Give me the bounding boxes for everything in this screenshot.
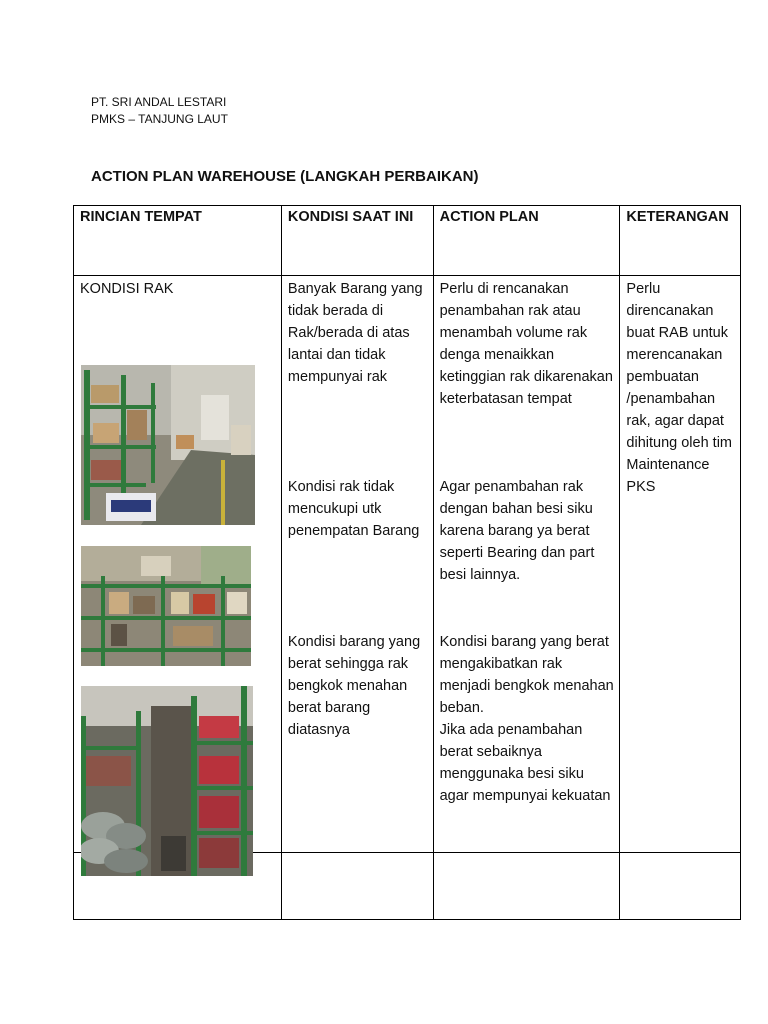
rincian-tempat-cell: [74, 276, 282, 853]
table-header-row: [74, 206, 741, 276]
header-keterangan: KETERANGAN: [620, 206, 741, 276]
document-title: ACTION PLAN WAREHOUSE (LANGKAH PERBAIKAN): [91, 168, 479, 185]
header-rincian-tempat: RINCIAN TEMPAT: [74, 206, 282, 276]
warehouse-photo-3: [81, 686, 253, 876]
header-action-plan: ACTION PLAN: [433, 206, 620, 276]
action-plan-table: [73, 205, 741, 920]
keterangan-text: Perlu direncanakan buat RAB untuk merencanakan pembuatan /penambahan rak, agar dapat dihitung oleh tim Maintenance PKS: [626, 281, 733, 495]
action-plan-cell: [433, 276, 620, 853]
empty-cell-3: [433, 853, 620, 920]
action-plan-text-1: Perlu di rencanakan penambahan rak atau menambah volume rak denga menaikkan ketinggian rak dikarenakan keterbatasan tempat: [439, 281, 613, 407]
company-name: PT. SRI ANDAL LESTARI: [91, 95, 227, 109]
action-plan-text-4: Jika ada penambahan berat sebaiknya menggunaka besi siku agar mempunyai kekuatan: [439, 722, 611, 804]
kondisi-text-3: Kondisi barang yang berat sehingga rak bengkok menahan berat barang diatasnya: [287, 634, 421, 738]
warehouse-photo-1: [81, 365, 255, 525]
kondisi-saat-ini-cell: [281, 276, 433, 853]
action-plan-text-3: Kondisi barang yang berat mengakibatkan rak menjadi bengkok menahan beban.: [439, 634, 614, 716]
table-row: [74, 276, 741, 853]
company-info: [91, 94, 228, 128]
empty-cell-2: [281, 853, 433, 920]
action-plan-text-2: Agar penambahan rak dengan bahan besi siku karena barang ya berat seperti Bearing dan part besi lainnya.: [439, 479, 595, 583]
empty-cell-4: [620, 853, 741, 920]
keterangan-cell: [620, 276, 741, 853]
mill-location: PMKS – TANJUNG LAUT: [91, 112, 228, 126]
kondisi-text-1: Banyak Barang yang tidak berada di Rak/berada di atas lantai dan tidak mempunyai rak: [287, 281, 423, 385]
kondisi-text-2: Kondisi rak tidak mencukupi utk penempatan Barang: [287, 479, 420, 539]
location-label: KONDISI RAK: [80, 281, 174, 297]
warehouse-photo-2: [81, 546, 251, 666]
header-kondisi-saat-ini: KONDISI SAAT INI: [281, 206, 433, 276]
